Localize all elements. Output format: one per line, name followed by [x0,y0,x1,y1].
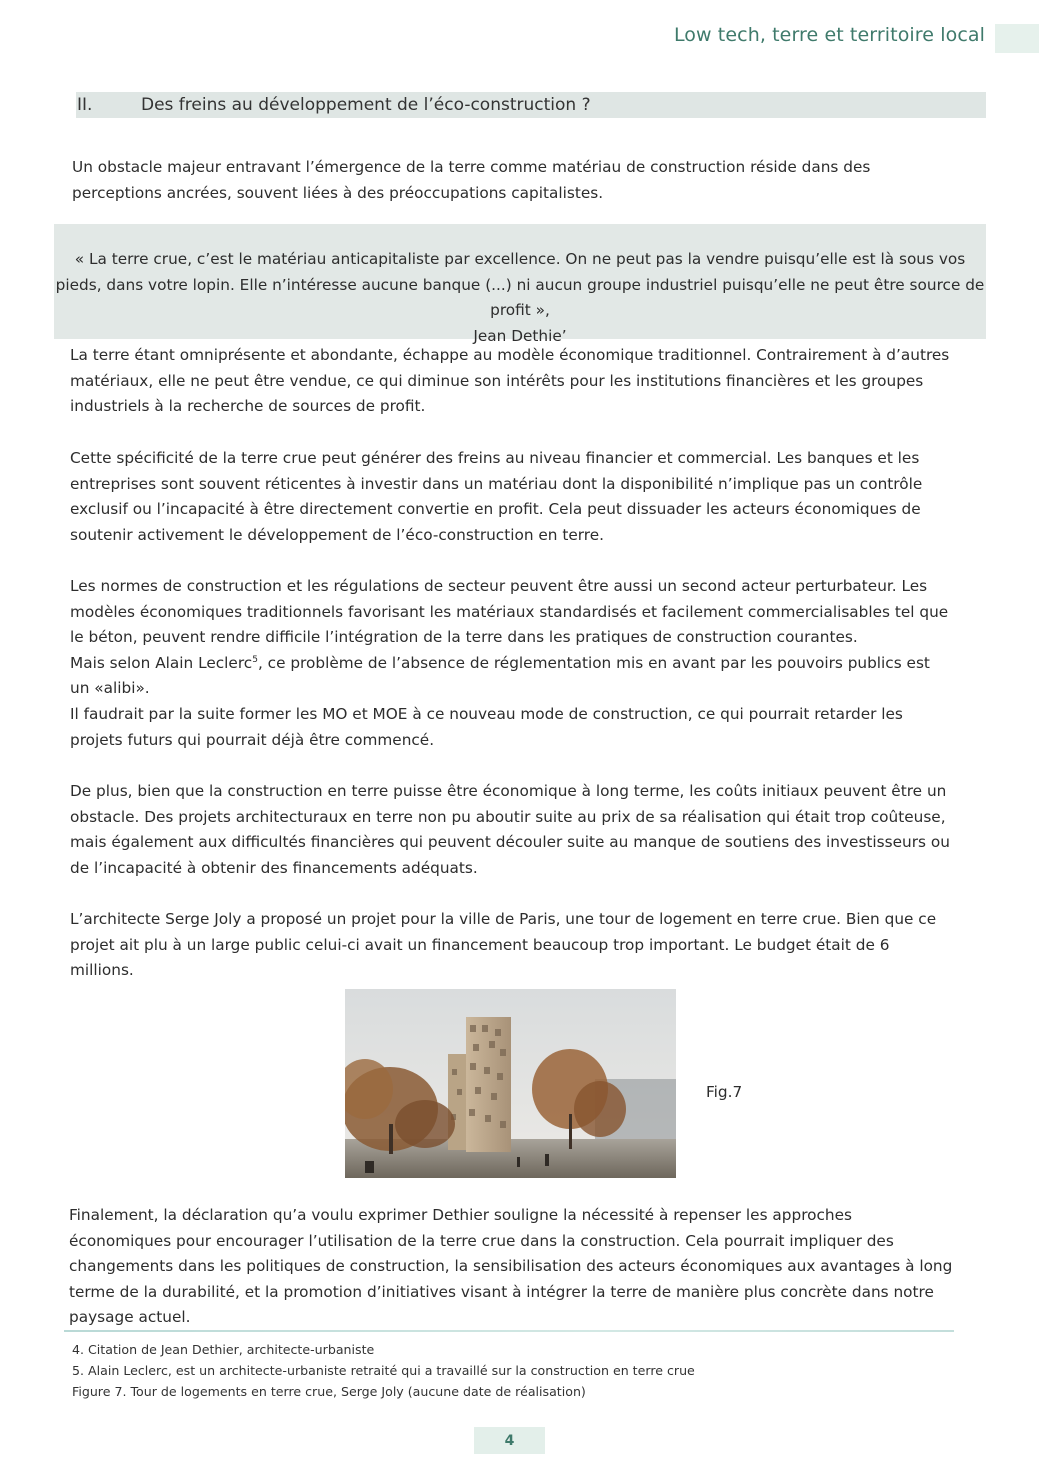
tower-rendering-image [345,989,676,1178]
body-paragraph-3c: Il faudrait par la suite former les MO et MOE à ce nouveau mode de construction, ce qui pourrait retarder les projets futurs qui pourrait déjà être commencé. [70,704,903,749]
body-paragraph-1: La terre étant omniprésente et abondante, échappe au modèle économique traditionnel. Contrairement à d’autres matériaux, elle ne peut être vendue, ce qui diminue son intérêts pour les institutions financières et les groupes industriels à la recherche de sources de profit. [70,346,950,416]
quote-author: Jean Dethie’ [473,326,567,345]
leclerc-text: Mais selon Alain Leclerc [70,653,253,672]
body-paragraph-2: Cette spécificité de la terre crue peut générer des freins au niveau financier et commercial. Les banques et les entreprises sont souvent réticentes à investir dans un matériau dont la disponibilité n’implique pas un contrôle exclusif ou l’incapacité à être directement convertie en profit. Cela peut dissuader les acteurs économiques de soutenir activement le développement de l’éco-construction en terre. [70,449,923,544]
page-number: 4 [474,1427,545,1454]
body-paragraph-3a: Les normes de construction et les régulations de secteur peuvent être aussi un second acteur perturbateur. Les modèles économiques traditionnels favorisant les matériaux standardisés et facilement commercialisables tel que le béton, peuvent rendre difficile l’intégration de la terre dans les pratiques de construction courantes. [70,577,949,647]
body-paragraph-5: L’architecte Serge Joly a proposé un projet pour la ville de Paris, une tour de logement en terre crue. Bien que ce projet ait plu à un large public celui-ci avait un financement beaucoup trop important. Le budget était de 6 millions. [70,910,937,980]
alibi-text: , ce problème de l’absence de réglementation mis en avant par les pouvoirs publics est un «alibi». [70,653,930,698]
section-number: II. [77,95,93,115]
body-paragraph-6: Finalement, la déclaration qu’a voulu exprimer Dethier souligne la nécessité à repenser les approches économiques pour encourager l’utilisation de la terre crue dans la construction. Cela pourrait impliquer des changements dans les politiques de construction, la sensibilisation des acteurs économiques aux avantages à long terme de la durabilité, et la promotion d’initiatives visant à intégrer la terre de manière plus concrète dans notre paysage actuel. [69,1206,953,1327]
figure-caption: Figure 7. Tour de logements en terre crue, Serge Joly (aucune date de réalisation) [72,1384,586,1399]
figure-tower-image [345,989,676,1178]
footnote-4: 4. Citation de Jean Dethier, architecte-urbaniste [72,1342,375,1357]
quote-block [54,224,986,345]
footnote-ref-5: 5 [252,654,258,665]
section-title: Des freins au développement de l’éco-construction ? [141,95,591,115]
footnote-divider [64,1330,954,1332]
footnote-5: 5. Alain Leclerc, est un architecte-urbaniste retraité qui a travaillé sur la construction en terre crue [72,1363,695,1378]
section-heading [76,92,986,118]
body-paragraph-3b [70,651,954,702]
running-header-title: Low tech, terre et territoire local [673,24,985,46]
header-tab-decoration [995,24,1039,53]
intro-paragraph: Un obstacle majeur entravant l’émergence de la terre comme matériau de construction réside dans des perceptions ancrées, souvent liées à des préoccupations capitalistes. [72,158,871,202]
body-paragraph-4: De plus, bien que la construction en terre puisse être économique à long terme, les coûts initiaux peuvent être un obstacle. Des projets architecturaux en terre non pu aboutir suite au prix de sa réalisation qui était trop coûteuse, mais également aux difficultés financières qui peuvent découler suite au manque de soutiens des investisseurs ou de l’incapacité à obtenir des financements adéquats. [70,782,950,877]
figure-label: Fig.7 [706,1083,743,1101]
quote-text: « La terre crue, c’est le matériau anticapitaliste par excellence. On ne peut pas la vendre puisqu’elle est là sous vos pieds, dans votre lopin. Elle n’intéresse aucune banque (...) ni aucun groupe industriel puisqu’elle ne peut être source de profit », [55,250,985,319]
body-paragraph-3 [70,574,954,753]
footnotes [72,1339,695,1402]
